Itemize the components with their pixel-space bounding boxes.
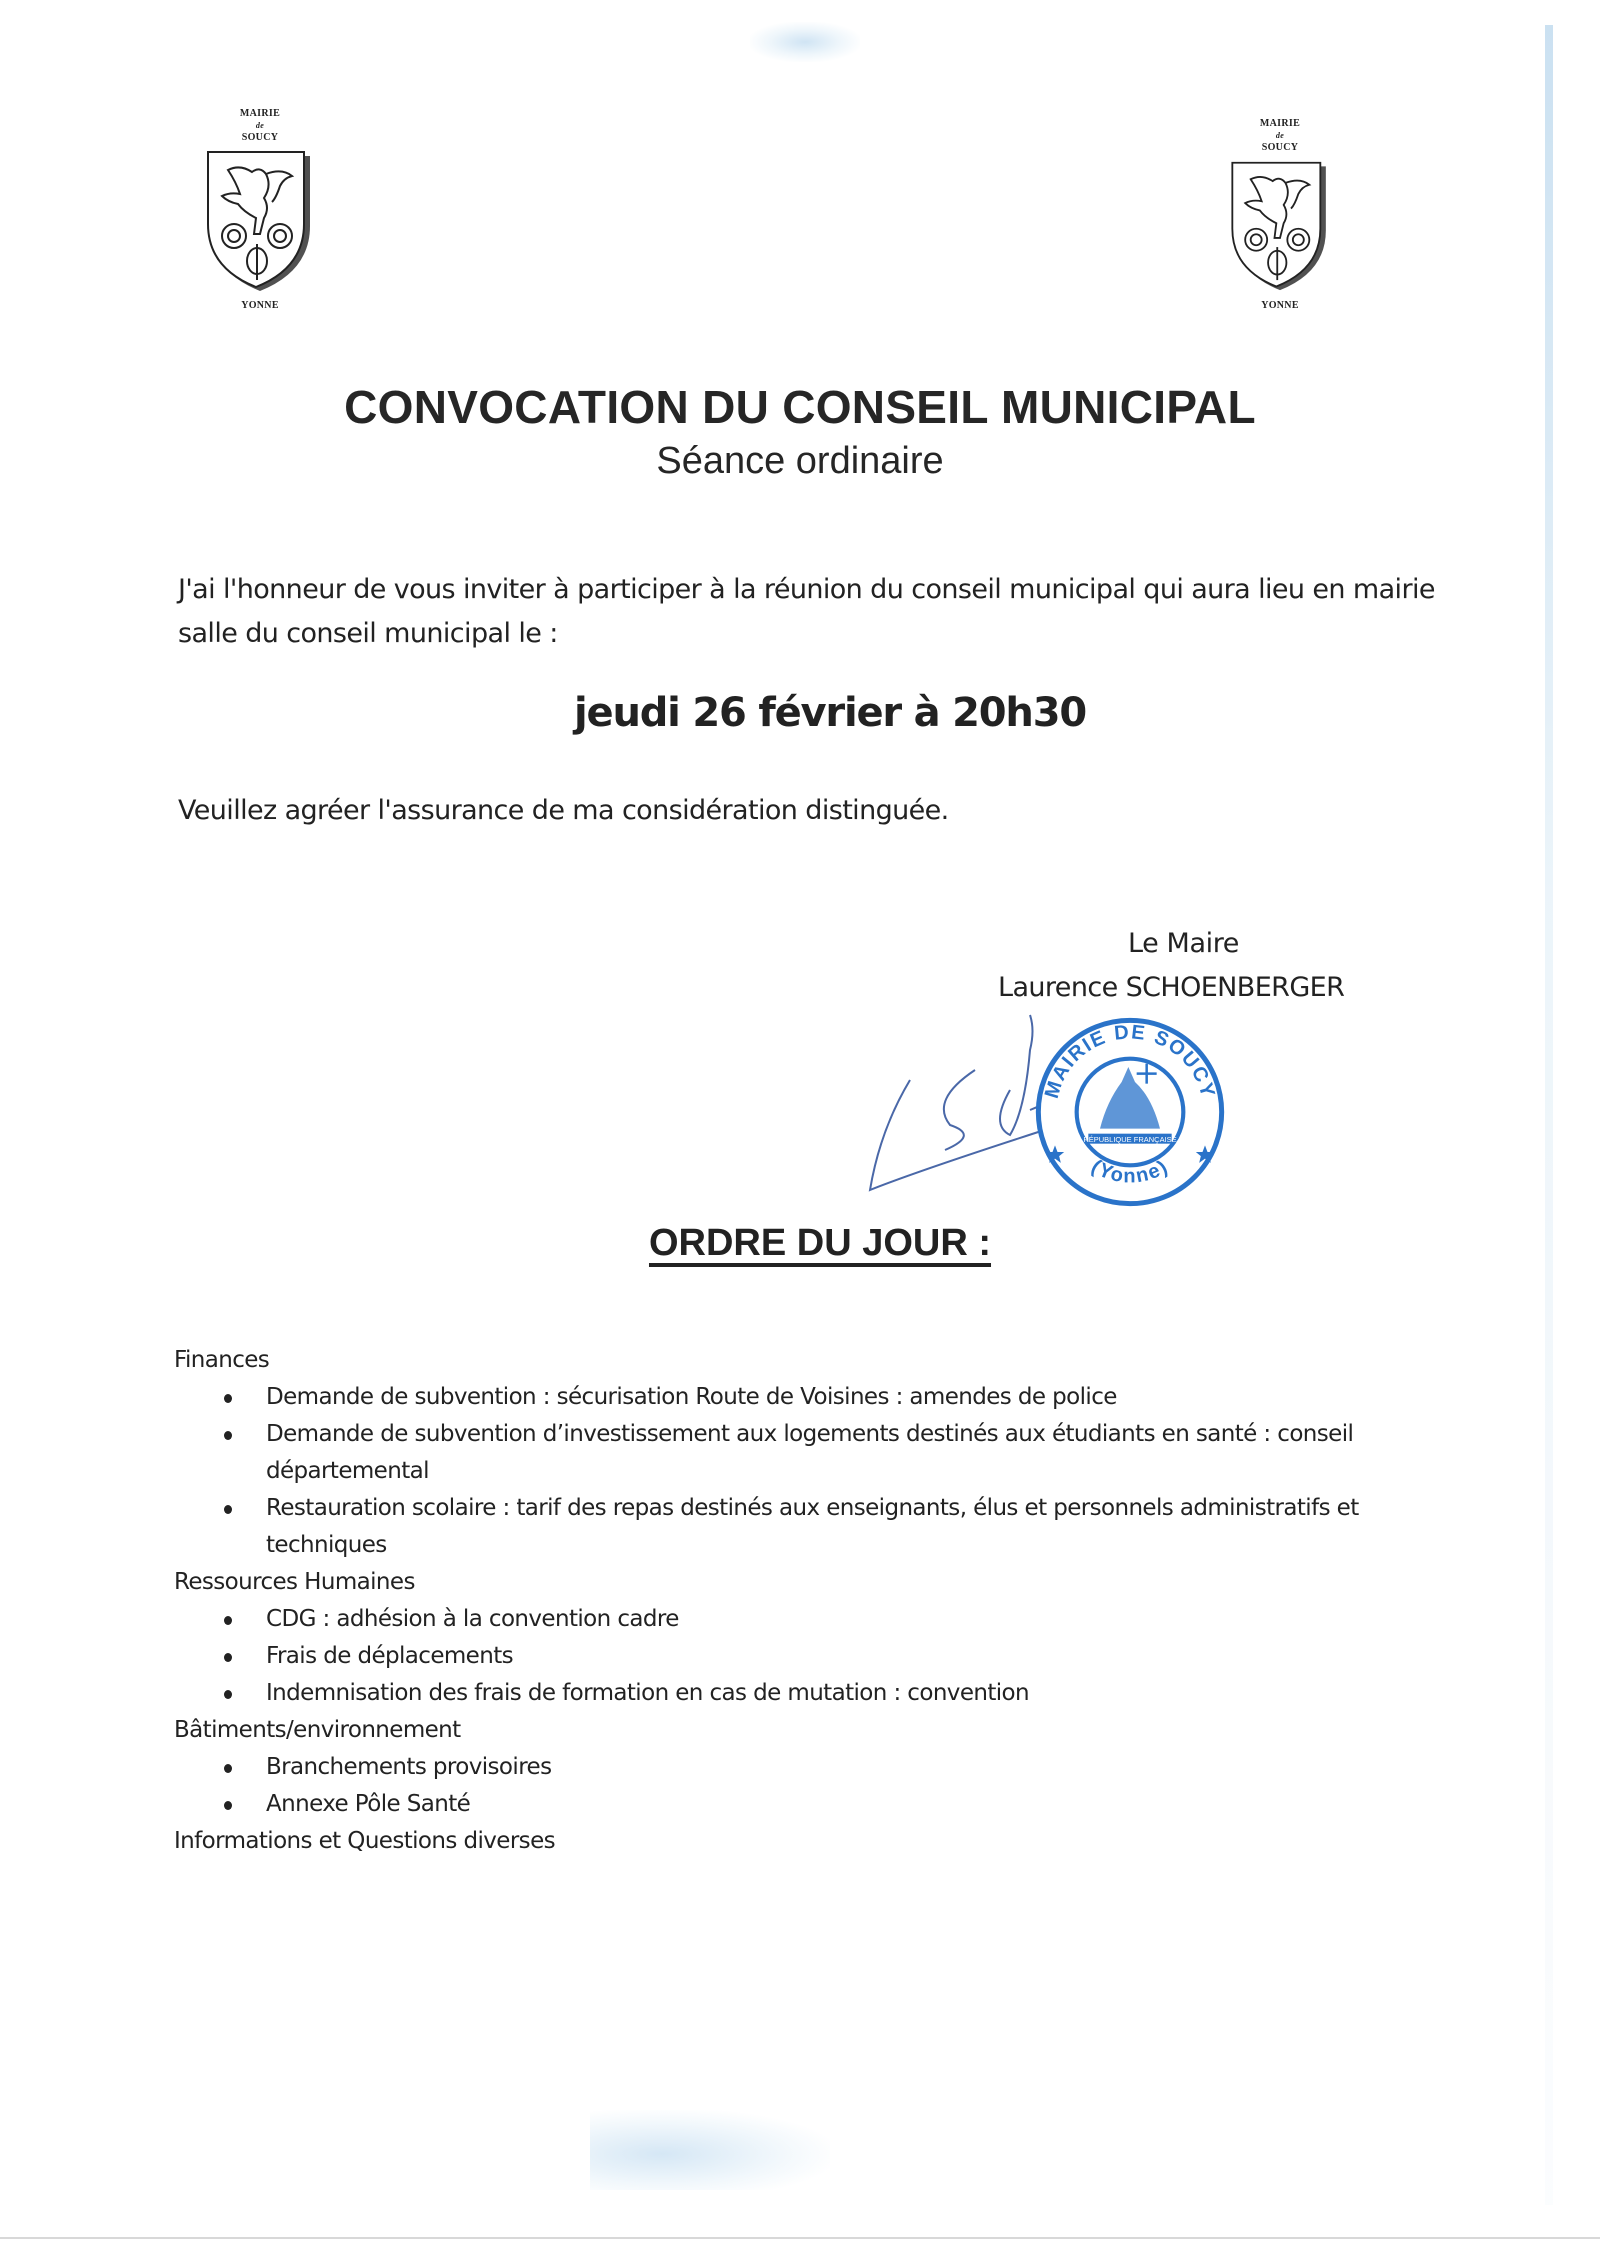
- crest-line3: SOUCY: [1261, 142, 1299, 153]
- agenda-item: CDG : adhésion à la convention cadre: [174, 1601, 1474, 1638]
- crest-line2: de: [255, 121, 265, 130]
- section-title: Informations et Questions diverses: [174, 1828, 555, 1854]
- coat-of-arms-right: [1215, 118, 1345, 312]
- closing-formula: Veuillez agréer l'assurance de ma considération distinguée.: [178, 795, 949, 826]
- section-title: Ressources Humaines: [174, 1569, 415, 1595]
- scan-smudge: [590, 2110, 830, 2190]
- agenda-section-informations: [174, 1823, 1474, 1860]
- agenda-item: Frais de déplacements: [174, 1638, 1474, 1675]
- agenda-list: [174, 1342, 1474, 1860]
- agenda-item: Demande de subvention : sécurisation Route de Voisines : amendes de police: [174, 1379, 1474, 1416]
- stamp-top-text: MAIRIE DE SOUCY: [1040, 1021, 1220, 1102]
- stamp-band-text: RÉPUBLIQUE FRANÇAISE: [1083, 1135, 1177, 1144]
- crest-line1: MAIRIE: [239, 108, 281, 119]
- invitation-text: J'ai l'honneur de vous inviter à participer à la réunion du conseil municipal qui aura lieu en mairie salle du conseil municipal le :: [178, 574, 1435, 649]
- scan-edge: [1545, 25, 1553, 2205]
- scan-smudge: [750, 22, 860, 62]
- official-stamp-icon: [1030, 1012, 1230, 1212]
- agenda-item: Annexe Pôle Santé: [174, 1786, 1474, 1823]
- agenda-section-ressources-humaines: [174, 1564, 1474, 1712]
- crest-bottom: YONNE: [1261, 300, 1299, 311]
- crest-line2: de: [1275, 131, 1285, 140]
- meeting-date: jeudi 26 février à 20h30: [574, 690, 1086, 736]
- agenda-item: Demande de subvention d’investissement aux logements destinés aux étudiants en santé : conseil départemental: [174, 1416, 1474, 1490]
- signatory-role: Le Maire: [1128, 928, 1240, 959]
- crest-line3: SOUCY: [241, 132, 279, 143]
- page-edge-line: [0, 2237, 1600, 2239]
- section-title: Bâtiments/environnement: [174, 1717, 461, 1743]
- stamp-bottom-text: (Yonne): [1087, 1155, 1173, 1188]
- agenda-heading: [0, 1222, 1600, 1265]
- coat-of-arms-left: [195, 108, 325, 312]
- shield-icon: [200, 146, 320, 296]
- crest-bottom: YONNE: [241, 300, 279, 311]
- signatory-name: Laurence SCHOENBERGER: [998, 972, 1345, 1003]
- agenda-heading-text: ORDRE DU JOUR :: [648, 1222, 992, 1264]
- document-title: CONVOCATION DU CONSEIL MUNICIPAL: [344, 381, 1256, 433]
- agenda-section-batiments: [174, 1712, 1474, 1823]
- crest-line1: MAIRIE: [1259, 118, 1301, 129]
- agenda-item: Branchements provisoires: [174, 1749, 1474, 1786]
- agenda-item: Indemnisation des frais de formation en cas de mutation : convention: [174, 1675, 1474, 1712]
- document-subtitle: Séance ordinaire: [656, 440, 944, 482]
- agenda-item: Restauration scolaire : tarif des repas destinés aux enseignants, élus et personnels administratifs et techniques: [174, 1490, 1474, 1564]
- shield-icon: [1225, 156, 1335, 296]
- section-title: Finances: [174, 1347, 270, 1373]
- agenda-section-finances: [174, 1342, 1474, 1564]
